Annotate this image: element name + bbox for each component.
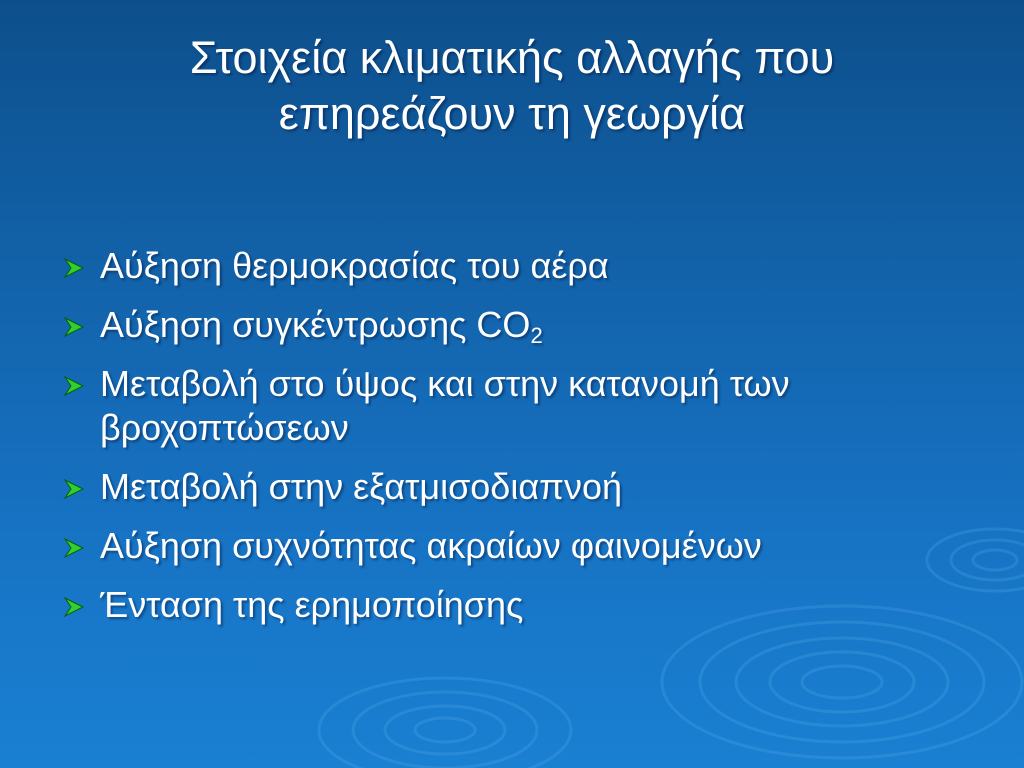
bullet-text: Αύξηση θερμοκρασίας του αέρα (100, 245, 609, 286)
arrow-right-icon (62, 257, 86, 279)
title-line: επηρεάζουν τη γεωργία (278, 88, 746, 139)
bullet-text: Αύξηση συγκέντρωσης CO (100, 304, 531, 345)
bullet-list (62, 244, 962, 642)
bullet-text: Μεταβολή στην εξατμισοδιαπνοή (100, 466, 623, 507)
subscript-2: 2 (530, 323, 543, 348)
bullet-item (62, 244, 962, 288)
arrow-right-icon (62, 537, 86, 559)
arrow-right-icon (62, 316, 86, 338)
arrow-right-icon (62, 596, 86, 618)
bullet-item (62, 524, 962, 568)
bullet-item (62, 465, 962, 509)
bullet-text: Μεταβολή στο ύψος και στην κατανομή των βροχοπτώσεων (100, 363, 790, 448)
bullet-text: Αύξηση συχνότητας ακραίων φαινομένων (100, 525, 762, 566)
slide-title (60, 30, 964, 142)
title-line: Στοιχεία κλιματικής αλλαγής που (189, 32, 835, 83)
bullet-item (62, 362, 962, 450)
bullet-text: Ένταση της ερημοποίησης (100, 584, 524, 625)
bullet-item (62, 303, 962, 347)
arrow-right-icon (62, 478, 86, 500)
arrow-right-icon (62, 375, 86, 397)
bullet-item (62, 583, 962, 627)
